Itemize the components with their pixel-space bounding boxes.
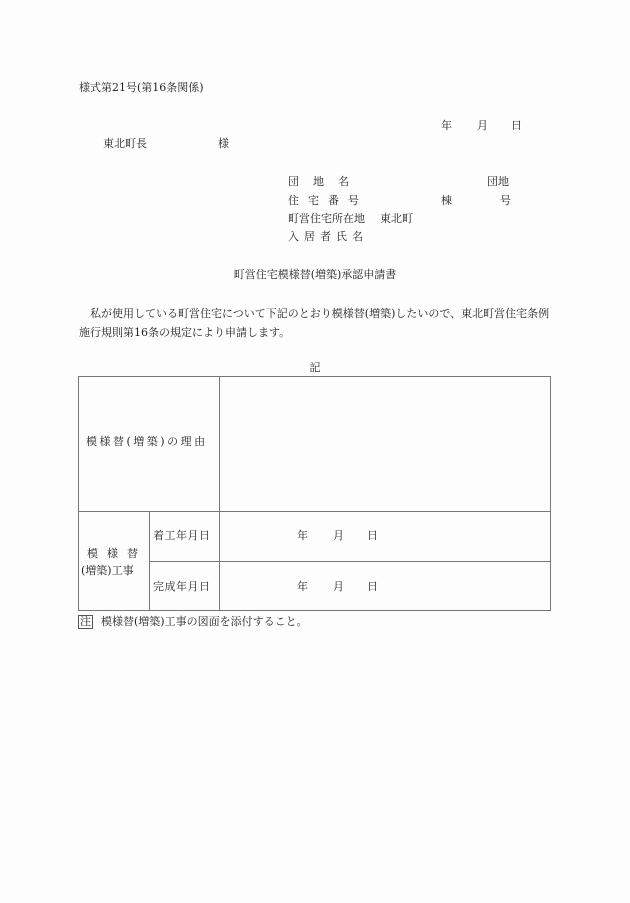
address-value: 東北町 xyxy=(380,212,413,225)
ki-heading: 記 xyxy=(309,361,321,374)
addressee: 東北町長 xyxy=(103,137,147,150)
document-title: 町営住宅模様替(増築)承認申請書 xyxy=(233,268,397,281)
date-month: 月 xyxy=(477,119,488,132)
body-text: 私が使用している町営住宅について下記のとおり模様替(増築)したいので、東北町営住宅条例施行規則第16条の規定により申請します。 xyxy=(79,307,550,339)
address-label: 町営住宅所在地 xyxy=(288,212,365,225)
number-suffix: 号 xyxy=(500,194,511,207)
completion-date-year[interactable]: 年 xyxy=(297,580,308,593)
completion-date-day[interactable]: 日 xyxy=(367,580,378,593)
reason-field[interactable] xyxy=(220,377,550,511)
completion-date-month[interactable]: 月 xyxy=(333,580,344,593)
construction-label-sub: (増築)工事 xyxy=(81,564,134,577)
start-date-day[interactable]: 日 xyxy=(367,529,378,542)
house-number-label: 住宅番号 xyxy=(288,194,368,207)
start-date-label: 着工年月日 xyxy=(153,529,211,542)
completion-date-label: 完成年月日 xyxy=(153,580,211,593)
note-marker: 注 xyxy=(80,615,91,628)
date-year: 年 xyxy=(441,119,452,132)
honorific: 様 xyxy=(218,137,229,150)
application-table xyxy=(78,376,551,611)
note-text: 模様替(増築)工事の図面を添付すること。 xyxy=(101,615,308,628)
danchi-label: 団地名 xyxy=(288,175,363,188)
divider xyxy=(79,511,550,512)
divider xyxy=(149,561,550,562)
resident-name-label: 入居者氏名 xyxy=(288,230,368,243)
danchi-suffix: 団地 xyxy=(487,175,509,188)
construction-label: 模様替 xyxy=(87,547,147,560)
note xyxy=(78,615,308,629)
building-suffix: 棟 xyxy=(441,194,452,207)
start-date-month[interactable]: 月 xyxy=(333,529,344,542)
start-date-year[interactable]: 年 xyxy=(297,529,308,542)
form-number: 様式第21号(第16条関係) xyxy=(79,81,204,94)
reason-label: 模様替(増築)の理由 xyxy=(86,435,208,448)
date-day: 日 xyxy=(511,119,522,132)
